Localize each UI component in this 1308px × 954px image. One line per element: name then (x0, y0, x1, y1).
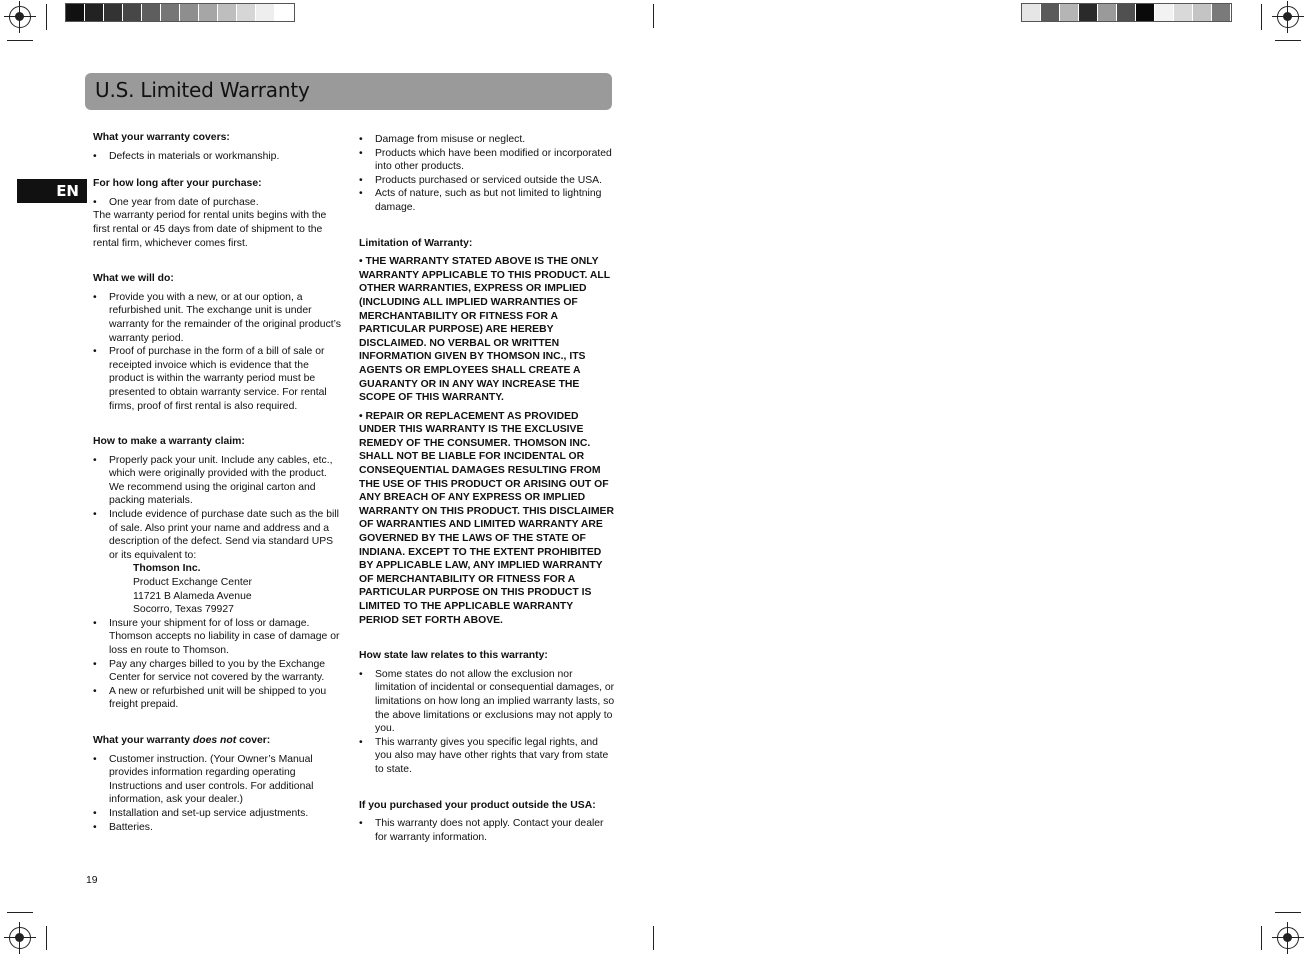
color-swatch (1041, 4, 1060, 21)
registration-mark-icon (1277, 927, 1299, 949)
color-swatch (161, 4, 180, 21)
registration-mark-icon (1277, 6, 1299, 28)
section-heading (93, 734, 343, 748)
list-item: • Properly pack your unit. Include any cables, etc., which were originally provided with the product. We recommend using the original carton and packing materials. (93, 454, 343, 508)
color-bar-right (1021, 3, 1232, 22)
list-item: • Pay any charges billed to you by the Exchange Center for service not covered by the warranty. (93, 658, 343, 685)
page-title: U.S. Limited Warranty (95, 78, 310, 102)
list-item: • One year from date of purchase. (93, 196, 343, 210)
column-left (93, 131, 343, 848)
color-swatch (256, 4, 275, 21)
section-state-law (359, 649, 615, 776)
exchange-address (109, 562, 343, 616)
limitation-paragraph: • THE WARRANTY STATED ABOVE IS THE ONLY WARRANTY APPLICABLE TO THIS PRODUCT. ALL OTHER WARRANTIES, EXPRESS OR IMPLIED (INCLUDING ALL IMPLIED WARRANTIES OF MERCHANTABILITY OR FITNESS FOR A PARTICULAR PURPOSE) ARE HEREBY DISCLAIMED. NO VERBAL OR WRITTEN INFORMATION GIVEN BY THOMSON INC., ITS AGENTS OR EMPLOYEES SHALL CREATE A GUARANTY OR IN ANY WAY INCREASE THE SCOPE OF THIS WARRANTY. (359, 256, 610, 404)
color-swatch (104, 4, 123, 21)
list-item: • Acts of nature, such as but not limited to lightning damage. (359, 187, 615, 214)
section-heading: How state law relates to this warranty: (359, 650, 548, 662)
list-item: • This warranty does not apply. Contact your dealer for warranty information. (359, 817, 615, 844)
address-line: 11721 B Alameda Avenue (133, 590, 252, 602)
list-item: • A new or refurbished unit will be shipped to you freight prepaid. (93, 685, 343, 712)
section-heading: If you purchased your product outside the USA: (359, 799, 596, 811)
language-tab: EN (17, 179, 87, 203)
heading-part: What your warranty (93, 734, 193, 746)
color-swatch (123, 4, 142, 21)
color-swatch (1136, 4, 1155, 21)
color-swatch (218, 4, 237, 21)
list-item: • This warranty gives you specific legal rights, and you also may have other rights that vary from state to state. (359, 736, 615, 777)
rental-note: The warranty period for rental units begins with the first rental or 45 days from date of shipment to the rental firm, whichever comes first. (93, 210, 327, 249)
color-swatch (1193, 4, 1212, 21)
section-covers (93, 131, 343, 163)
registration-mark-icon (9, 927, 31, 949)
section-heading: What your warranty covers: (93, 132, 230, 143)
section-heading: For how long after your purchase: (93, 178, 262, 190)
color-swatch (237, 4, 256, 21)
list-item: • Damage from misuse or neglect. (359, 133, 615, 147)
column-right (359, 133, 615, 858)
list-item: • Proof of purchase in the form of a bill of sale or receipted invoice which is evidence that the product is within the warranty period must be presented to obtain warranty service. For rental firms, proof of first rental is also required. (93, 345, 343, 413)
list-item: • Defects in materials or workmanship. (93, 150, 343, 164)
list-item (93, 508, 343, 617)
address-line: Product Exchange Center (133, 577, 252, 589)
color-swatch (180, 4, 199, 21)
page-number: 19 (86, 875, 98, 886)
color-swatch (1060, 4, 1079, 21)
color-swatch (1212, 4, 1231, 21)
list-item: • Installation and set-up service adjustments. (93, 807, 343, 821)
section-outside (359, 799, 615, 845)
section-will-do (93, 272, 343, 413)
color-swatch (85, 4, 104, 21)
list-item-text: Include evidence of purchase date such as the bill of sale. Also print your name and address and a description of the defect. Send via standard UPS or its equivalent to: (109, 509, 339, 561)
section-heading: Limitation of Warranty: (359, 237, 473, 249)
list-item: • Customer instruction. (Your Owner’s Manual provides information regarding operating Instructions and user controls. For additional information, ask your dealer.) (93, 753, 343, 807)
color-swatch (275, 4, 294, 21)
color-swatch (1022, 4, 1041, 21)
address-line: Socorro, Texas 79927 (133, 604, 234, 616)
color-swatch (142, 4, 161, 21)
section-claim (93, 435, 343, 712)
section-how-long (93, 177, 343, 250)
list-item: • Insure your shipment for of loss or damage. Thomson accepts no liability in case of damage or loss en route to Thomson. (93, 617, 343, 658)
address-firm: Thomson Inc. (133, 563, 201, 575)
section-not-cover-continued (359, 133, 615, 215)
title-bar (85, 73, 612, 110)
section-heading: What we will do: (93, 273, 174, 285)
color-swatch (199, 4, 218, 21)
color-swatch (1117, 4, 1136, 21)
color-swatch (66, 4, 85, 21)
section-not-cover (93, 734, 343, 834)
list-item: • Batteries. (93, 821, 343, 835)
list-item: • Provide you with a new, or at our option, a refurbished unit. The exchange unit is under warranty for the remainder of the original product’s warranty period. (93, 291, 343, 345)
heading-emphasis: does not (192, 734, 237, 746)
list-item: • Some states do not allow the exclusion nor limitation of incidental or consequential damages, or limitations on how long an implied warranty lasts, so the above limitations or exclusions may not apply to you. (359, 668, 615, 736)
registration-mark-icon (9, 6, 31, 28)
color-swatch (1174, 4, 1193, 21)
limitation-paragraph: • REPAIR OR REPLACEMENT AS PROVIDED UNDER THIS WARRANTY IS THE EXCLUSIVE REMEDY OF THE CONSUMER. THOMSON INC. SHALL NOT BE LIABLE FOR INCIDENTAL OR CONSEQUENTIAL DAMAGES RESULTING FROM THE USE OF THIS PRODUCT OR ARISING OUT OF ANY BREACH OF ANY EXPRESS OR IMPLIED WARRANTY ON THIS PRODUCT. THIS DISCLAIMER OF WARRANTIES AND LIMITED WARRANTY ARE GOVERNED BY THE LAWS OF THE STATE OF INDIANA. EXCEPT TO THE EXTENT PROHIBITED BY APPLICABLE LAW, ANY IMPLIED WARRANTY OF MERCHANTABILITY OR FITNESS FOR A PARTICULAR PURPOSE ON THIS PRODUCT IS LIMITED TO THE APPLICABLE WARRANTY PERIOD SET FORTH ABOVE. (359, 410, 614, 626)
color-swatch (1098, 4, 1117, 21)
color-bar-left (65, 3, 295, 22)
color-swatch (1079, 4, 1098, 21)
section-heading: How to make a warranty claim: (93, 436, 245, 448)
list-item: • Products purchased or serviced outside the USA. (359, 174, 615, 188)
color-swatch (1155, 4, 1174, 21)
heading-part: cover: (236, 734, 271, 746)
list-item: • Products which have been modified or incorporated into other products. (359, 147, 615, 174)
section-limitation (359, 237, 615, 628)
